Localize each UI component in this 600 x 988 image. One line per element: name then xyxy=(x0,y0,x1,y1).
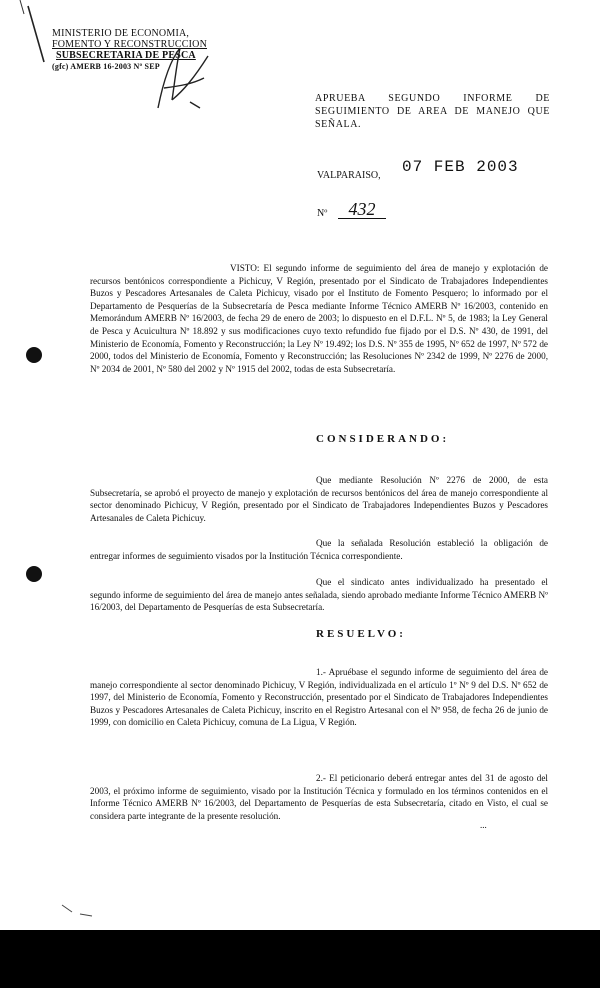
continuation-mark: ... xyxy=(480,820,487,830)
considerando-paragraph-1: Que mediante Resolución Nº 2276 de 2000, de esta Subsecretaría, se aprobó el proyecto de manejo y explotación de recursos bentónicos del área de manejo correspondiente al sector denominado Pichicuy, V Región, presentado por el Sindicato de Trabajadores Independientes Buzos y Pescadores Artesanales de Caleta Pichicuy. xyxy=(90,475,548,523)
visto-text: VISTO: El segundo informe de seguimiento del área de manejo y explotación de recursos bentónicos correspondiente a Pichicuy, V Región, presentado por el Sindicato de Trabajadores Independientes Buzos y Pescadores Artesanales de Caleta Pichicuy, visado por el Instituto de Fomento Pesquero; lo informado por el Departamento de Pesquerías de la Subsecretaría de Pesca mediante Informe Técnico AMERB Nº 16/2003, contenido en Memorándum AMERB Nº 16/2003, de fecha 29 de enero de 2003; lo dispuesto en el D.F.L. Nº 5, de 1983; la Ley General de Pesca y Acuicultura Nº 18.892 y sus modificaciones cuyo texto refundido fue fijado por el D.S. Nº 430, de 1991, del Ministerio de Economía, Fomento y Reconstrucción; la Ley Nº 19.492; los D.S. Nº 355 de 1995, Nº 652 de 1997, Nº 572 de 2000, todos del Ministerio de Economía, Fomento y Reconstrucción; las Resoluciones Nº 2342 de 1999, Nº 2276 de 2000, Nº 2034 de 2001, Nº 580 del 2002 y Nº 1915 del 2002, todas de esta Subsecretaría. xyxy=(90,263,548,374)
resuelvo-heading: RESUELVO: xyxy=(316,628,406,640)
considerando-paragraph-2: Que la señalada Resolución estableció la obligación de entregar informes de seguimiento visados por la Institución Técnica correspondiente. xyxy=(90,538,548,561)
punch-hole-bottom xyxy=(26,566,42,582)
considerando-paragraph-3: Que el sindicato antes individualizado ha presentado el segundo informe de seguimiento del área de manejo antes señalada, siendo aprobado mediante Informe Técnico AMERB Nº 16/2003, del Departamento de Pesquerías de esta Subsecretaría. xyxy=(90,577,548,613)
signature-initials xyxy=(150,38,220,118)
header-reference: (gfc) AMERB 16-2003 Nº SEP xyxy=(52,62,160,71)
resolution-number: 432 xyxy=(338,200,386,219)
number-label: Nº xyxy=(317,208,328,219)
resuelvo-paragraph-2: 2.- El peticionario deberá entregar antes del 31 de agosto del 2003, el próximo informe de seguimiento, visado por la Institución Técnica y formulado en los términos contenidos en el Informe Técnico AMERB Nº 16/2003, del Departamento de Pesquerías de esta Subsecretaría, citado en Visto, el cual se considera parte integrante de la presente resolución. xyxy=(90,773,548,821)
considerando-heading: CONSIDERANDO: xyxy=(316,433,450,445)
punch-hole-top xyxy=(26,347,42,363)
scan-bottom-border xyxy=(0,930,600,988)
document-title: APRUEBA SEGUNDO INFORME DE SEGUIMIENTO DE AREA DE MANEJO QUE SEÑALA. xyxy=(315,93,550,130)
date-stamp: 07 FEB 2003 xyxy=(402,158,519,176)
resuelvo-paragraph-1: 1.- Apruébase el segundo informe de seguimiento del área de manejo correspondiente al sector denominado Pichicuy, V Región, individualizada en el artículo 1º Nº 9 del D.S. Nº 652 de 1997, del Ministerio de Economía, Fomento y Reconstrucción, presentado por el Sindicato de Trabajadores Independientes Buzos y Pescadores Artesanales de Caleta Pichicuy, inscrito en el Registro Artesanal con el Nº 958, de fecha 26 de junio de 1999, con domicilio en Caleta Pichicuy, comuna de La Ligua, V Región. xyxy=(90,667,548,728)
header-line-ministry: MINISTERIO DE ECONOMIA, xyxy=(52,28,190,39)
header-line-fomento: FOMENTO Y RECONSTRUCCION xyxy=(52,39,208,50)
place-label: VALPARAISO, xyxy=(317,170,381,181)
header-line-subsecretaria: SUBSECRETARIA DE PESCA xyxy=(56,50,196,61)
visto-paragraph xyxy=(90,262,548,375)
